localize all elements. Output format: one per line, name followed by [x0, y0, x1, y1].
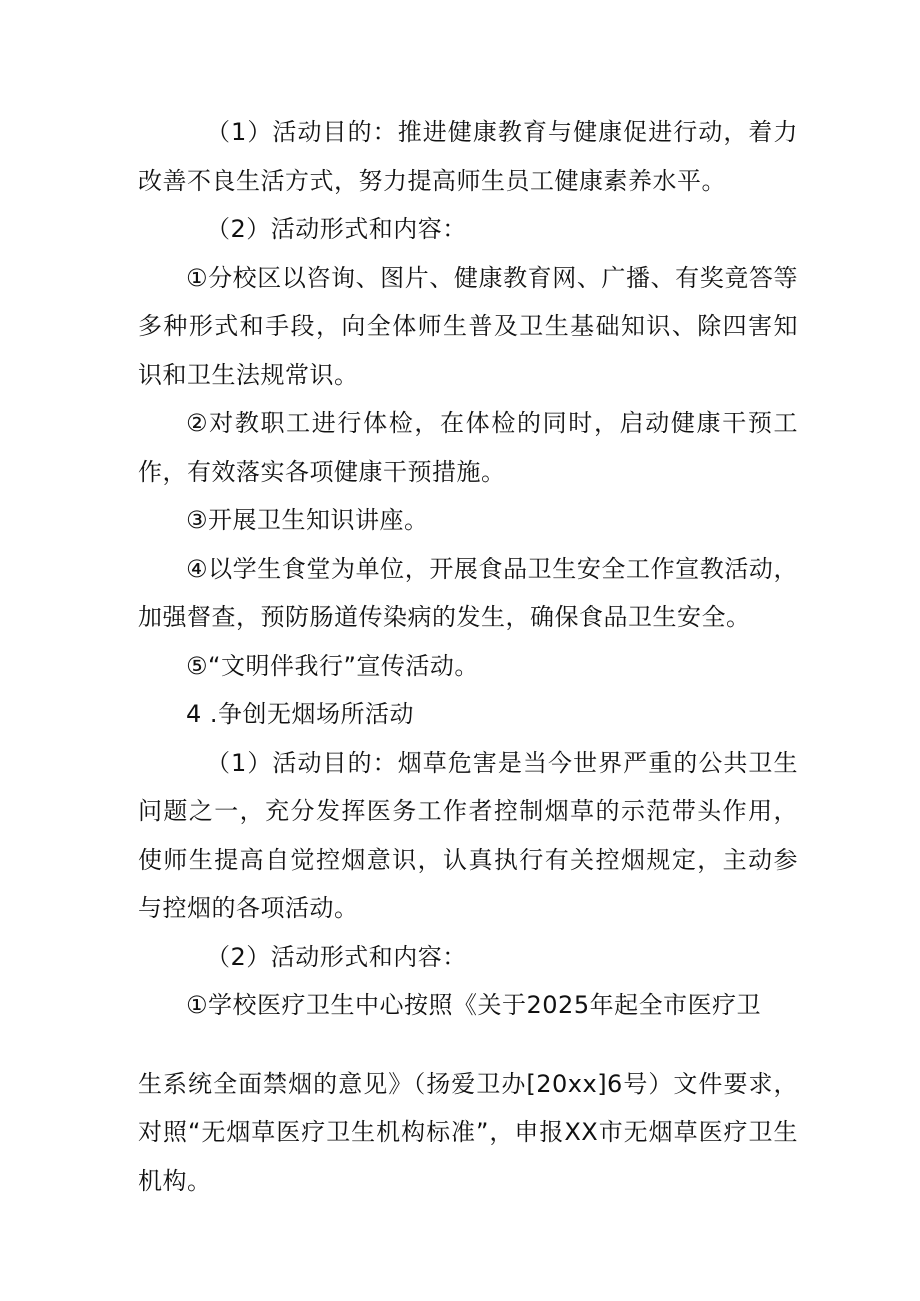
paragraph-activity-purpose-1: （1）活动目的：推进健康教育与健康促进行动，着力改善不良生活方式，努力提高师生员工健康素养水平。 [138, 118, 798, 195]
paragraph-item-5-civilization: ⑤“文明伴我行”宣传活动。 [186, 651, 479, 680]
paragraph-item-1-medical-center: ①学校医疗卫生中心按照《关于2025年起全市医疗卫 [186, 991, 762, 1019]
paragraph-activity-purpose-2: （1）活动目的：烟草危害是当今世界严重的公共卫生问题之一，充分发挥医务工作者控制烟草的示范带头作用，使师生提高自觉控烟意识，认真执行有关控烟规定，主动参与控烟的各项活动。 [138, 748, 798, 922]
paragraph-activity-form-heading-2: （2）活动形式和内容： [206, 942, 467, 971]
paragraph-item-1-continued: 生系统全面禁烟的意见》（扬爱卫办[20xx]6号）文件要求，对照“无烟草医疗卫生机构标准”，申报XX市无烟草医疗卫生机构。 [138, 1069, 798, 1195]
section-heading-smoke-free: 4 .争创无烟场所活动 [186, 700, 415, 728]
line-gap [138, 1030, 798, 1060]
paragraph-activity-form-heading-1: （2）活动形式和内容： [206, 215, 467, 243]
paragraph-item-3-lecture: ③开展卫生知识讲座。 [186, 506, 429, 534]
paragraph-item-2-checkup: ②对教职工进行体检，在体检的同时，启动健康干预工作，有效落实各项健康干预措施。 [138, 409, 798, 486]
paragraph-item-1-campus: ①分校区以咨询、图片、健康教育网、广播、有奖竟答等多种形式和手段，向全体师生普及卫生基础知识、除四害知识和卫生法规常识。 [138, 263, 798, 389]
paragraph-item-4-canteen: ④以学生食堂为单位，开展食品卫生安全工作宣教活动，加强督查，预防肠道传染病的发生，确保食品卫生安全。 [138, 554, 798, 631]
document-body [138, 108, 798, 1205]
